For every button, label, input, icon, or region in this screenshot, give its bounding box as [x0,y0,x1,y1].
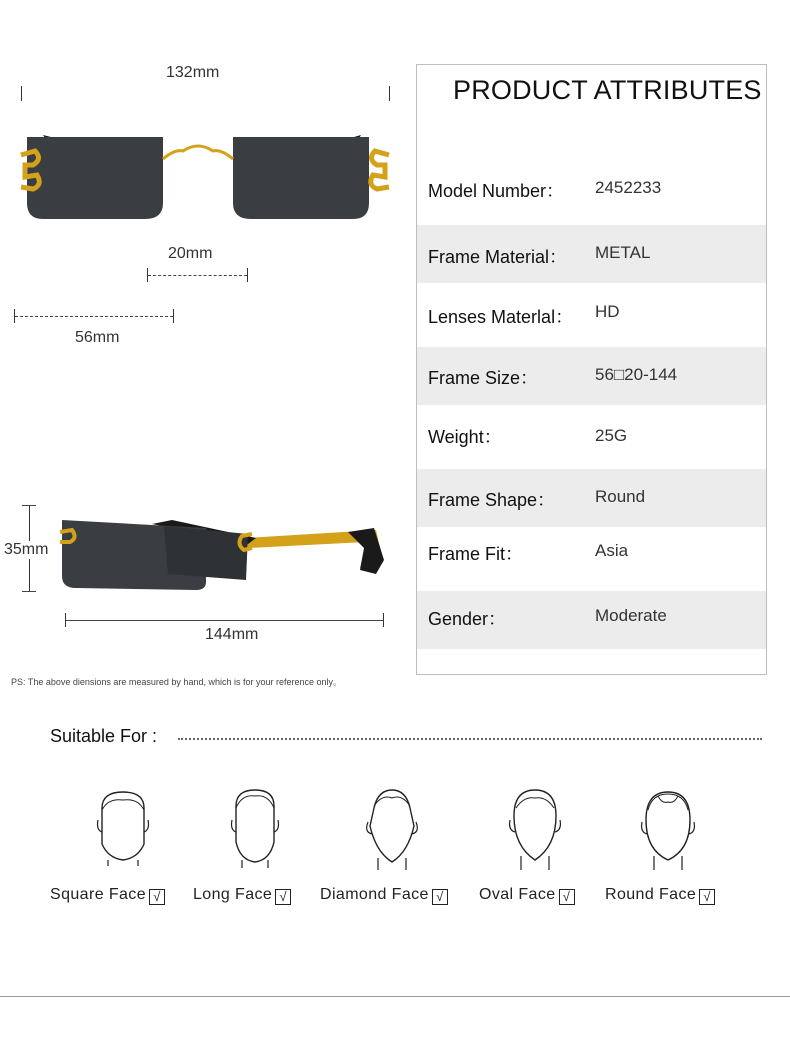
attr-label: Frame Shape： [428,490,556,510]
lens-height-tick-top [22,505,36,506]
long-face-icon [228,786,282,868]
face-label-text: Oval Face [479,886,556,903]
temple-length-label: 144mm [205,626,259,643]
face-option-diamond [320,886,448,905]
attr-value: Asia [595,541,629,560]
temple-length-tick-left [65,613,66,627]
suitable-for-title: Suitable For : [50,726,158,746]
bridge-width-line [148,275,247,276]
total-width-tick-left [21,86,22,101]
bottom-divider [0,996,790,997]
checkbox-icon: √ [432,889,448,905]
checkbox-icon: √ [149,889,165,905]
bridge [163,146,233,159]
bridge-tick-right [247,268,248,282]
attr-row-frame-size [417,347,766,405]
attr-row-weight [417,405,766,469]
attr-label: Frame Material： [428,247,568,267]
suitable-for-divider [178,738,762,740]
attr-label: Frame Fit： [428,544,524,564]
attr-label: Frame Size： [428,368,539,388]
attr-value: Moderate [595,606,667,625]
attr-row-model [417,157,766,217]
attr-row-frame-material [417,225,766,283]
attr-row-frame-shape [417,469,766,527]
attr-label: Model Number： [428,181,565,201]
glasses-front-image [15,115,395,235]
face-option-square [50,886,165,905]
temple-length-tick-right [383,613,384,627]
face-label-text: Square Face [50,886,147,903]
attr-row-lenses-material [417,283,766,347]
lens-side-back [164,526,248,580]
attr-label: Gender： [428,609,507,629]
total-width-tick-right [389,86,390,101]
attr-label: Weight： [428,427,502,447]
attr-value: 56□20-144 [595,365,678,384]
face-label-text: Diamond Face [320,886,429,903]
oval-face-icon [506,786,564,870]
attr-value: 25G [595,426,628,445]
lens-height-tick-bottom [22,591,36,592]
checkbox-icon: √ [275,889,291,905]
checkbox-icon: √ [699,889,715,905]
face-label-text: Long Face [193,886,273,903]
attr-value: METAL [595,243,651,262]
attr-label: Lenses Materlal： [428,307,574,327]
attr-value: 2452233 [595,178,662,197]
lens-left [27,137,163,219]
total-width-label: 132mm [166,64,220,81]
bridge-tick-left [147,268,148,282]
lens-right [233,137,369,219]
square-face-icon [94,786,152,866]
bridge-width-label: 20mm [168,245,213,262]
lens-width-line [15,316,173,317]
hinge-right [371,151,389,189]
round-face-icon [638,786,698,870]
attr-value: Round [595,487,646,506]
attr-row-frame-fit [417,527,766,591]
face-option-oval [479,886,575,905]
attr-value: HD [595,302,620,321]
checkbox-icon: √ [559,889,575,905]
diamond-face-icon [362,786,422,870]
attributes-table [416,64,767,675]
lens-width-label: 56mm [75,329,120,346]
temple-tip [348,528,384,574]
attr-row-gender [417,591,766,649]
glasses-side-image [56,508,391,598]
lens-height-label: 35mm [4,541,49,558]
lens-width-tick-right [173,309,174,323]
face-label-text: Round Face [605,886,697,903]
lens-width-tick-left [14,309,15,323]
face-option-round [605,886,715,905]
measurement-note: PS: The above diensions are measured by hand, which is for your reference only。 [11,677,343,687]
attributes-title: PRODUCT ATTRIBUTES [453,75,762,105]
temple-length-line [65,620,383,621]
face-option-long [193,886,291,905]
